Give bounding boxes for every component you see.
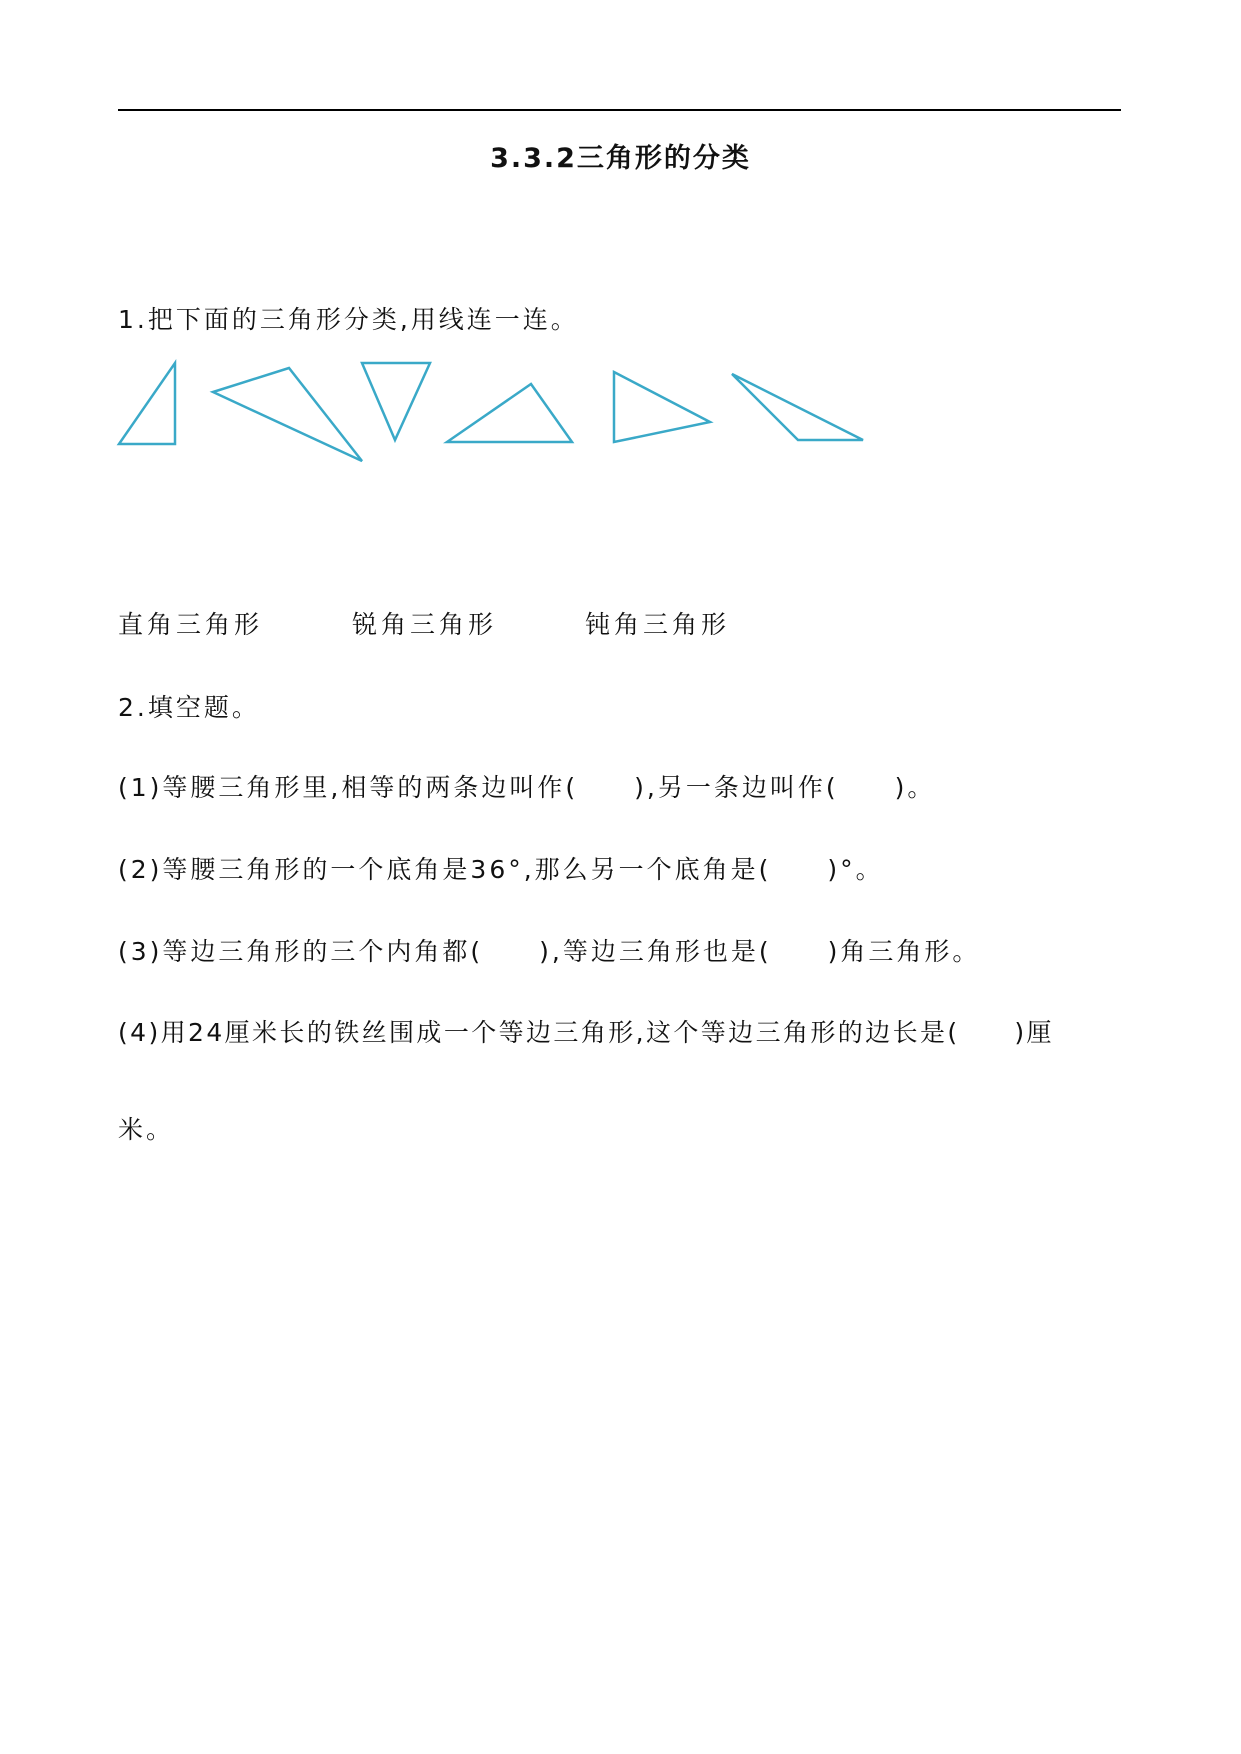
triangle-1 xyxy=(119,363,175,444)
question-2-item-1: (1)等腰三角形里,相等的两条边叫作( ),另一条边叫作( )。 xyxy=(118,773,936,802)
category-acute-triangle: 锐角三角形 xyxy=(352,610,498,639)
question-2-item-4-continued: 米。 xyxy=(118,1115,175,1144)
question-2-item-4: (4)用24厘米长的铁丝围成一个等边三角形,这个等边三角形的边长是( )厘 xyxy=(118,1018,1054,1047)
question-2-heading: 2.填空题。 xyxy=(118,693,260,722)
question-2-item-3: (3)等边三角形的三个内角都( ),等边三角形也是( )角三角形。 xyxy=(118,937,981,966)
triangle-3 xyxy=(362,363,430,440)
page-title: 3.3.2三角形的分类 xyxy=(490,143,751,174)
triangle-6 xyxy=(732,374,863,440)
triangle-4 xyxy=(447,384,572,442)
triangle-figures xyxy=(0,0,1241,500)
category-obtuse-triangle: 钝角三角形 xyxy=(585,610,731,639)
triangle-5 xyxy=(614,372,710,442)
triangle-2 xyxy=(213,368,362,461)
category-right-triangle: 直角三角形 xyxy=(118,610,264,639)
question-2-item-2: (2)等腰三角形的一个底角是36°,那么另一个底角是( )°。 xyxy=(118,855,884,884)
question-1-prompt: 1.把下面的三角形分类,用线连一连。 xyxy=(118,305,579,334)
